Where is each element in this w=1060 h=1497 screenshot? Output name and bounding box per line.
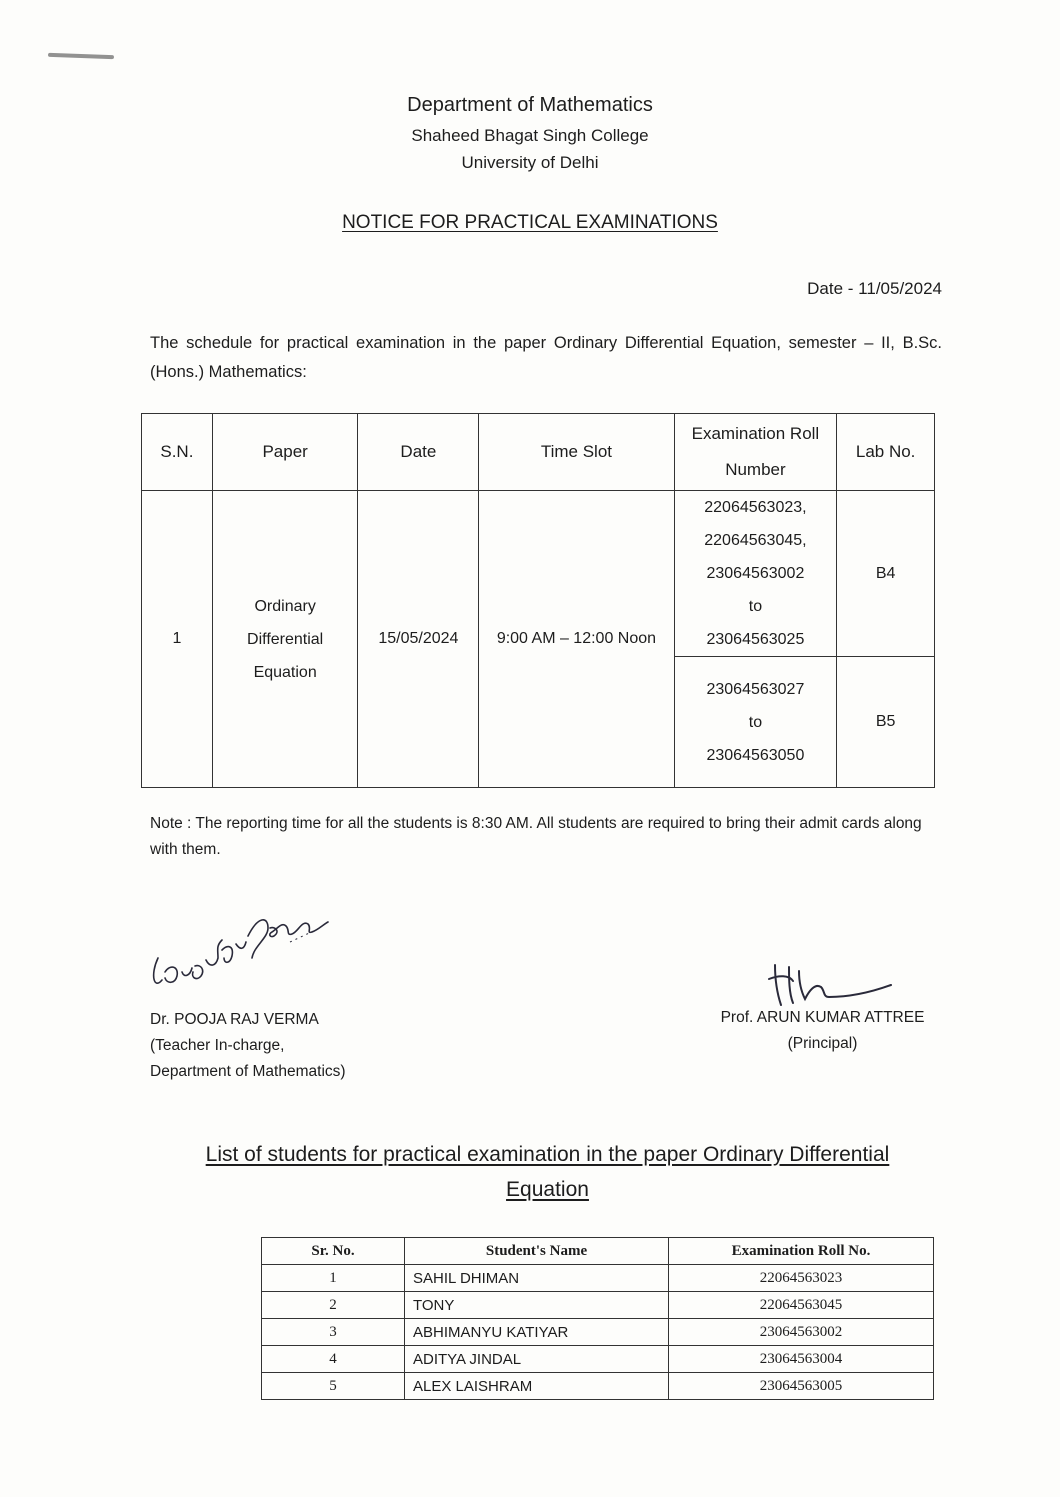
signatory-right-name: Prof. ARUN KUMAR ATTREE bbox=[720, 1009, 925, 1026]
signatory-right-role: (Principal) bbox=[787, 1035, 858, 1052]
header-sr-no: Sr. No. bbox=[262, 1238, 405, 1265]
intro-paragraph: The schedule for practical examination in the paper Ordinary Differential Equation, semester – II, B.Sc. (Hons.) Mathematics: bbox=[150, 334, 942, 381]
cell-paper bbox=[212, 491, 358, 788]
student-header-row bbox=[262, 1238, 934, 1265]
cell-sn: 1 bbox=[142, 491, 213, 788]
table-row bbox=[262, 1373, 934, 1400]
roll-line: 23064563050 bbox=[706, 746, 805, 764]
student-name: ADITYA JINDAL bbox=[405, 1346, 669, 1373]
exam-roll: 22064563045 bbox=[669, 1292, 934, 1319]
signatory-right bbox=[700, 1005, 945, 1057]
roll-line: 23064563027 bbox=[706, 680, 805, 698]
paper-line: Differential bbox=[247, 630, 324, 648]
roll-line: 22064563045, bbox=[704, 532, 807, 549]
schedule-row bbox=[142, 491, 935, 657]
header-student-name: Student's Name bbox=[405, 1238, 669, 1265]
table-row bbox=[262, 1265, 934, 1292]
header-roll-number bbox=[674, 414, 837, 491]
sr-no: 5 bbox=[262, 1373, 405, 1400]
sr-no: 3 bbox=[262, 1319, 405, 1346]
notice-date: Date - 11/05/2024 bbox=[807, 279, 942, 298]
table-row bbox=[262, 1346, 934, 1373]
signatory-left bbox=[150, 1007, 346, 1085]
student-name: ALEX LAISHRAM bbox=[405, 1373, 669, 1400]
exam-roll: 23064563002 bbox=[669, 1319, 934, 1346]
student-table bbox=[261, 1237, 934, 1400]
reporting-note: Note : The reporting time for all the students is 8:30 AM. All students are required to bring their admit cards along with them. bbox=[150, 815, 922, 858]
cell-lab-b4: B4 bbox=[837, 491, 935, 657]
table-row bbox=[262, 1319, 934, 1346]
header-paper: Paper bbox=[212, 414, 358, 491]
college-name: Shaheed Bhagat Singh College bbox=[411, 126, 649, 145]
roll-line: to bbox=[748, 713, 763, 731]
header-sn: S.N. bbox=[142, 414, 213, 491]
signatory-left-role: (Teacher In-charge, bbox=[150, 1037, 285, 1054]
header-lab: Lab No. bbox=[837, 414, 935, 491]
header-roll-line2: Number bbox=[725, 460, 786, 479]
exam-roll: 22064563023 bbox=[669, 1265, 934, 1292]
signature-right-image bbox=[755, 935, 900, 1010]
signatory-left-name: Dr. POOJA RAJ VERMA bbox=[150, 1011, 319, 1028]
signature-left-image bbox=[140, 880, 340, 1005]
university-name: University of Delhi bbox=[461, 153, 599, 172]
header-date: Date bbox=[358, 414, 479, 491]
signatory-left-dept: Department of Mathematics) bbox=[150, 1063, 346, 1080]
cell-roll-group-b5 bbox=[674, 657, 837, 788]
cell-roll-group-b4 bbox=[674, 491, 837, 657]
cell-time-slot: 9:00 AM – 12:00 Noon bbox=[479, 491, 674, 788]
student-list-title-cont: Equation bbox=[506, 1178, 589, 1201]
scan-artifact bbox=[48, 53, 114, 59]
cell-date: 15/05/2024 bbox=[358, 491, 479, 788]
sr-no: 4 bbox=[262, 1346, 405, 1373]
sr-no: 1 bbox=[262, 1265, 405, 1292]
student-name: TONY bbox=[405, 1292, 669, 1319]
header-roll-line1: Examination Roll bbox=[691, 424, 820, 443]
schedule-header-row bbox=[142, 414, 935, 491]
paper-line: Ordinary bbox=[254, 597, 316, 615]
header-exam-roll: Examination Roll No. bbox=[669, 1238, 934, 1265]
roll-line: 23064563002 bbox=[706, 565, 805, 582]
header-time-slot: Time Slot bbox=[479, 414, 674, 491]
roll-line: 23064563025 bbox=[706, 631, 805, 648]
department-heading: Department of Mathematics bbox=[407, 94, 653, 116]
paper-line: Equation bbox=[253, 663, 317, 681]
exam-roll: 23064563005 bbox=[669, 1373, 934, 1400]
cell-lab-b5: B5 bbox=[837, 657, 935, 788]
schedule-table bbox=[141, 413, 935, 788]
roll-line: 22064563023, bbox=[704, 499, 807, 516]
exam-roll: 23064563004 bbox=[669, 1346, 934, 1373]
table-row bbox=[262, 1292, 934, 1319]
notice-title: NOTICE FOR PRACTICAL EXAMINATIONS bbox=[342, 212, 718, 233]
student-list-title: List of students for practical examination in the paper Ordinary Differential bbox=[205, 1143, 890, 1166]
student-name: ABHIMANYU KATIYAR bbox=[405, 1319, 669, 1346]
roll-line: to bbox=[748, 598, 763, 615]
student-name: SAHIL DHIMAN bbox=[405, 1265, 669, 1292]
sr-no: 2 bbox=[262, 1292, 405, 1319]
